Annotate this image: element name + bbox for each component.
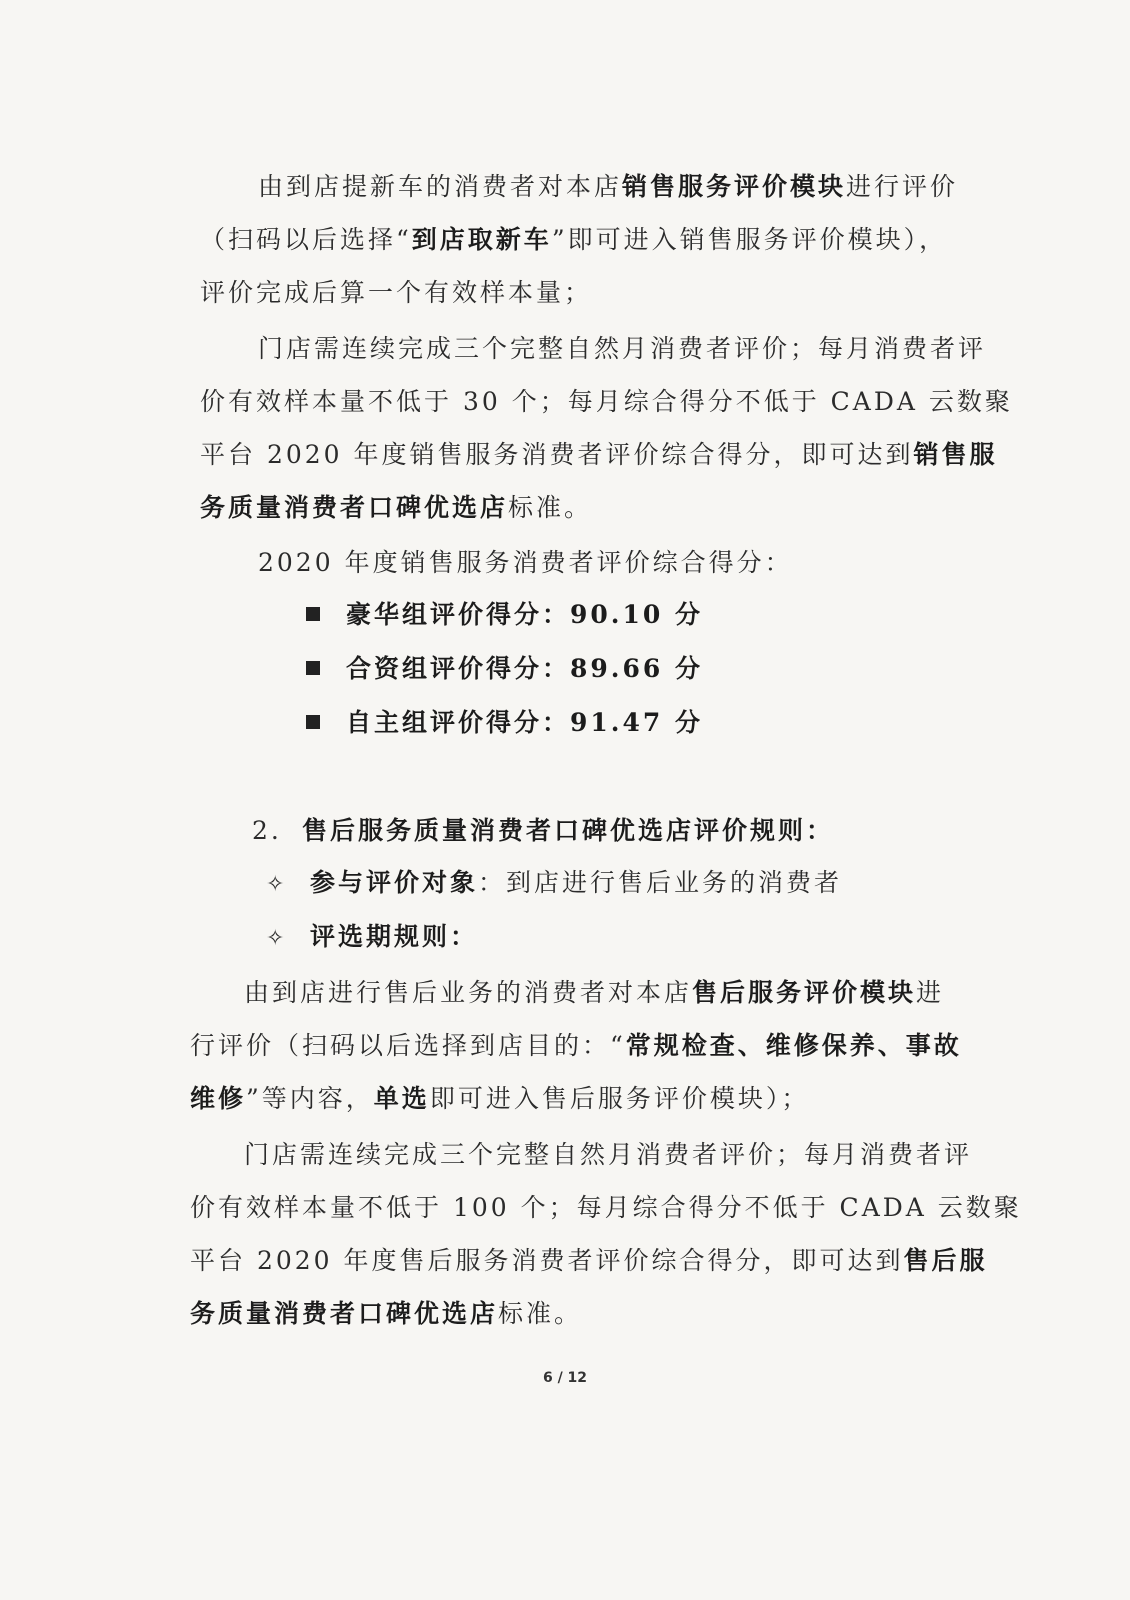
score-text: 合资组评价得分：89.66 分 <box>346 654 703 683</box>
score-item <box>306 598 703 632</box>
score-item <box>306 652 703 686</box>
text: 标准。 <box>498 1299 583 1328</box>
section2-sub1 <box>266 866 842 902</box>
section2-p2-line2 <box>190 1191 1022 1225</box>
bold-text: 售后服务评价模块 <box>692 978 917 1007</box>
text: 2020 年度销售服务消费者评价综合得分： <box>258 548 793 577</box>
text: 由到店进行售后业务的消费者对本店 <box>244 978 693 1007</box>
bold-text: 常规检查、维修保养、事故 <box>625 1031 962 1060</box>
text: 门店需连续完成三个完整自然月消费者评价；每月消费者评 <box>258 334 987 363</box>
text: 平台 2020 年度销售服务消费者评价综合得分，即可达到 <box>200 440 914 469</box>
text: ”等内容， <box>246 1084 374 1113</box>
para2-line3 <box>200 438 998 472</box>
page-number: 6 / 12 <box>542 1370 588 1386</box>
section2-p1-line1 <box>244 976 944 1010</box>
bold-text: 务质量消费者口碑优选店 <box>200 493 509 522</box>
section2-p2-line3 <box>190 1244 988 1278</box>
bold-text: 销售服务评价模块 <box>622 172 847 201</box>
score-text: 豪华组评价得分：90.10 分 <box>346 600 703 629</box>
square-bullet-icon <box>306 607 320 621</box>
text: 由到店提新车的消费者对本店 <box>258 172 623 201</box>
section2-p1-line3 <box>190 1082 809 1116</box>
para2-line4 <box>200 491 592 525</box>
text: 价有效样本量不低于 100 个；每月综合得分不低于 CADA 云数聚 <box>190 1193 1022 1222</box>
section-title: 售后服务质量消费者口碑优选店评价规则： <box>302 816 835 845</box>
text: 评价完成后算一个有效样本量； <box>200 278 593 307</box>
text: 平台 2020 年度售后服务消费者评价综合得分，即可达到 <box>190 1246 904 1275</box>
bold-text: 售后服 <box>903 1246 988 1275</box>
text: 行评价（扫码以后选择到店目的：“ <box>190 1031 626 1060</box>
section2-heading <box>252 814 834 848</box>
text: 价有效样本量不低于 30 个；每月综合得分不低于 CADA 云数聚 <box>200 387 1013 416</box>
score-item <box>306 706 703 740</box>
bold-text: 参与评价对象 <box>310 868 479 897</box>
text: ：到店进行售后业务的消费者 <box>478 868 843 897</box>
section2-sub2 <box>266 920 478 956</box>
bold-text: 评选期规则： <box>310 922 479 951</box>
bold-text: 维修 <box>190 1084 247 1113</box>
bold-text: 销售服 <box>913 440 998 469</box>
section2-p1-line2 <box>190 1029 962 1063</box>
text: 即可进入售后服务评价模块）； <box>429 1084 810 1113</box>
scores-heading <box>258 546 793 580</box>
para1-line2 <box>200 223 947 257</box>
text: ”即可进入销售服务评价模块）， <box>551 225 948 254</box>
diamond-bullet-icon: ✧ <box>266 926 288 951</box>
square-bullet-icon <box>306 661 320 675</box>
para2-line1 <box>258 332 986 366</box>
text: （扫码以后选择“ <box>200 225 412 254</box>
diamond-bullet-icon: ✧ <box>266 872 288 897</box>
para1-line3 <box>200 276 592 310</box>
section2-p2-line4 <box>190 1297 582 1331</box>
section-number: 2. <box>252 816 282 845</box>
para2-line2 <box>200 385 1013 419</box>
square-bullet-icon <box>306 715 320 729</box>
bold-text: 务质量消费者口碑优选店 <box>190 1299 499 1328</box>
score-text: 自主组评价得分：91.47 分 <box>346 708 703 737</box>
text: 进 <box>916 978 945 1007</box>
section2-p2-line1 <box>244 1138 972 1172</box>
para1-line1 <box>258 170 958 204</box>
text: 门店需连续完成三个完整自然月消费者评价；每月消费者评 <box>244 1140 973 1169</box>
bold-text: 单选 <box>373 1084 430 1113</box>
text: 标准。 <box>508 493 593 522</box>
bold-text: 到店取新车 <box>411 225 552 254</box>
text: 进行评价 <box>846 172 959 201</box>
